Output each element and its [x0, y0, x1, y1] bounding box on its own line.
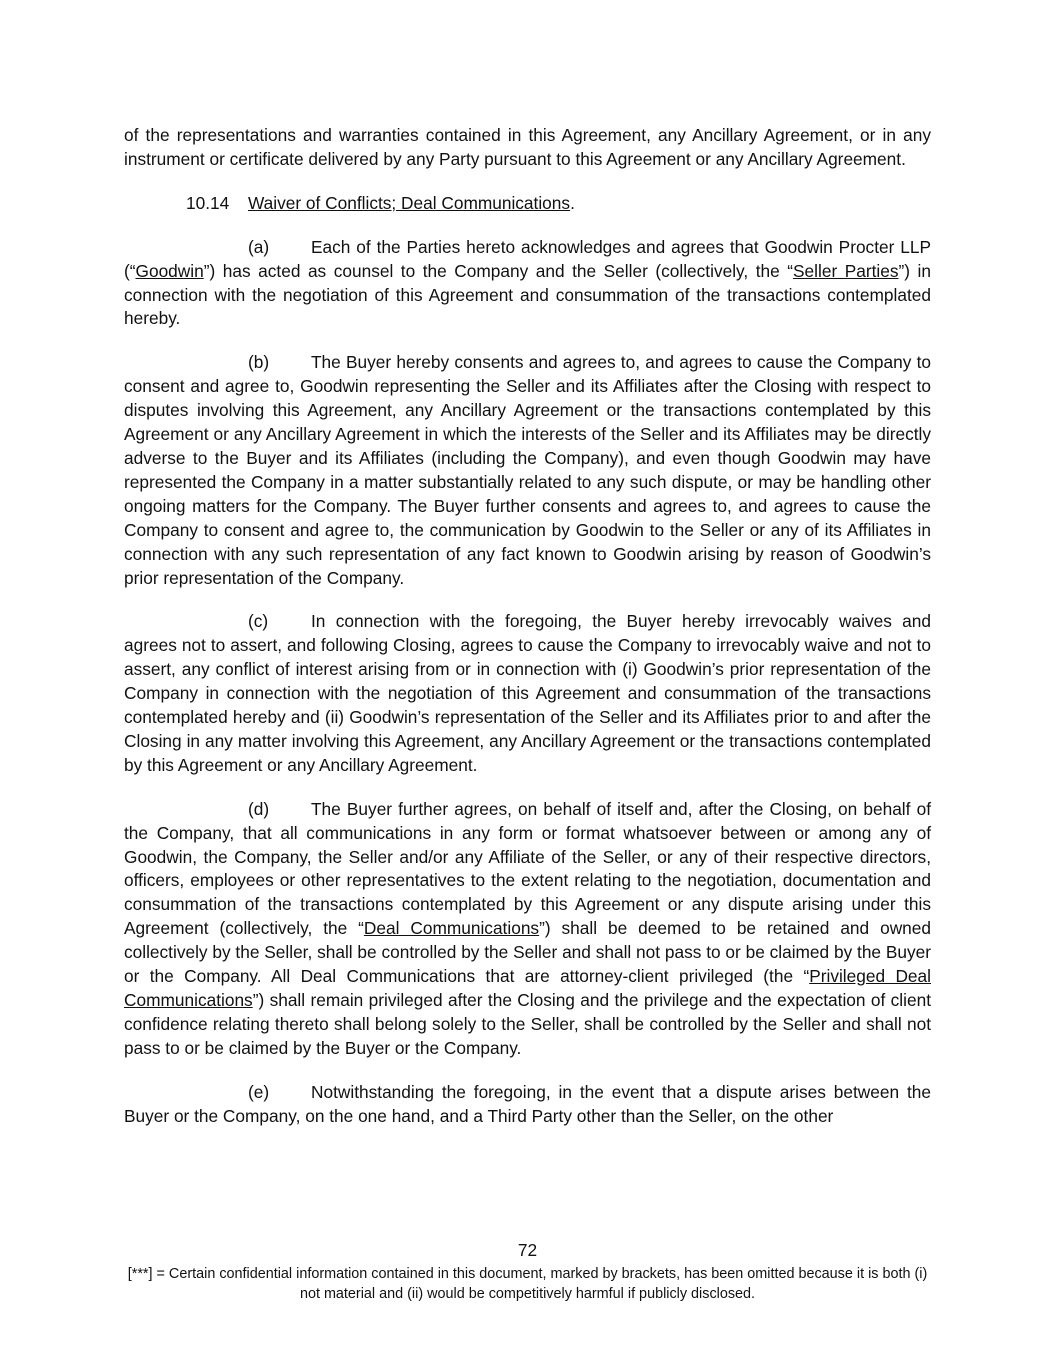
document-body: [124, 124, 931, 1149]
paragraph-b-label: (b): [248, 352, 270, 373]
paragraph-d-text-2: ”) shall be deemed to be retained and owned collectively by the Seller, shall be controlled by the Seller and shall not pass to or be claimed by the Buyer or the Company. All Deal Communications that are attorney-client privileged (the “: [124, 918, 932, 987]
defined-term-deal-communications: Deal Communications: [363, 918, 540, 939]
paragraph-c-text: In connection with the foregoing, the Buyer hereby irrevocably waives and agrees not to assert, and following Closing, agrees to cause the Company to irrevocably waive and not to assert, any conflict of interest arising from or in connection with (i) Goodwin’s prior representation of the Company in connection with the negotiation of this Agreement and consummation of the transactions contemplated hereby and (ii) Goodwin’s representation of the Seller and its Affiliates prior to and after the Closing in any matter involving this Agreement, any Ancillary Agreement or the transactions contemplated by this Agreement or any Ancillary Agreement.: [124, 611, 931, 775]
defined-term-goodwin: Goodwin: [135, 260, 204, 281]
section-number: 10.14: [186, 192, 230, 213]
defined-term-privileged-deal-communications: Privileged Deal Communications: [124, 966, 931, 1010]
paragraph-c-label: (c): [248, 611, 269, 632]
paragraph-a-label: (a): [248, 236, 270, 257]
paragraph-d-text-3: ”) shall remain privileged after the Closing and the privilege and the expectation of client confidence relating thereto shall belong solely to the Seller, shall be controlled by the Seller and shall not pass to or be claimed by the Buyer or the Company.: [124, 990, 931, 1058]
page-number: 72: [517, 1240, 538, 1260]
defined-term-seller-parties: Seller Parties: [793, 260, 899, 281]
paragraph-a-text-1: Each of the Parties hereto acknowledges and agrees that Goodwin Procter LLP (“: [124, 236, 931, 281]
section-heading: [186, 192, 931, 216]
section-title-end: .: [570, 192, 575, 213]
paragraph-e-text: Notwithstanding the foregoing, in the event that a dispute arises between the Buyer or the Company, on the one hand, and a Third Party other than the Seller, on the other: [124, 1081, 931, 1126]
paragraph-c: [124, 610, 931, 777]
paragraph-d-label: (d): [248, 798, 270, 819]
paragraph-a: [124, 236, 931, 332]
paragraph-a-text-2: ”) has acted as counsel to the Company and the Seller (collectively, the “: [203, 260, 794, 281]
section-title: Waiver of Conflicts; Deal Communications: [248, 192, 571, 213]
paragraph-d: [124, 798, 931, 1061]
paragraph-a-text-3: ”) in connection with the negotiation of this Agreement and consummation of the transactions contemplated hereby.: [124, 260, 931, 329]
paragraph-e: [124, 1081, 931, 1129]
confidentiality-notice: [***] = Certain confidential information contained in this document, marked by brackets, has been omitted because it is both (i) not material and (ii) would be competitively harmful if publicly disclosed.: [127, 1266, 928, 1302]
paragraph-e-label: (e): [248, 1081, 270, 1102]
paragraph-d-text-1: The Buyer further agrees, on behalf of itself and, after the Closing, on behalf of the Company, that all communications in any form or format whatsoever between or among any of Goodwin, the Company, the Seller and/or any Affiliate of the Seller, or any of their respective directors, officers, employees or other representatives to the extent relating to the negotiation, documentation and consummation of the transactions contemplated by this Agreement or any dispute arising under this Agreement (collectively, the “: [124, 798, 931, 939]
paragraph-b: [124, 351, 931, 590]
continuation-paragraph: of the representations and warranties contained in this Agreement, any Ancillary Agreement, or in any instrument or certificate delivered by any Party pursuant to this Agreement or any Ancillary Agreement.: [124, 125, 931, 169]
paragraph-b-text: The Buyer hereby consents and agrees to, and agrees to cause the Company to consent and agree to, Goodwin representing the Seller and its Affiliates after the Closing with respect to disputes involving this Agreement, any Ancillary Agreement or the transactions contemplated by this Agreement or any Ancillary Agreement in which the interests of the Seller and its Affiliates may be directly adverse to the Buyer and its Affiliates (including the Company), and even though Goodwin may have represented the Company in a matter substantially related to any such dispute, or may be handling other ongoing matters for the Company. The Buyer further consents and agrees to, and agrees to cause the Company to consent and agree to, the communication by Goodwin to the Seller or any of its Affiliates in connection with any such representation of any fact known to Goodwin arising by reason of Goodwin’s prior representation of the Company.: [124, 352, 931, 588]
